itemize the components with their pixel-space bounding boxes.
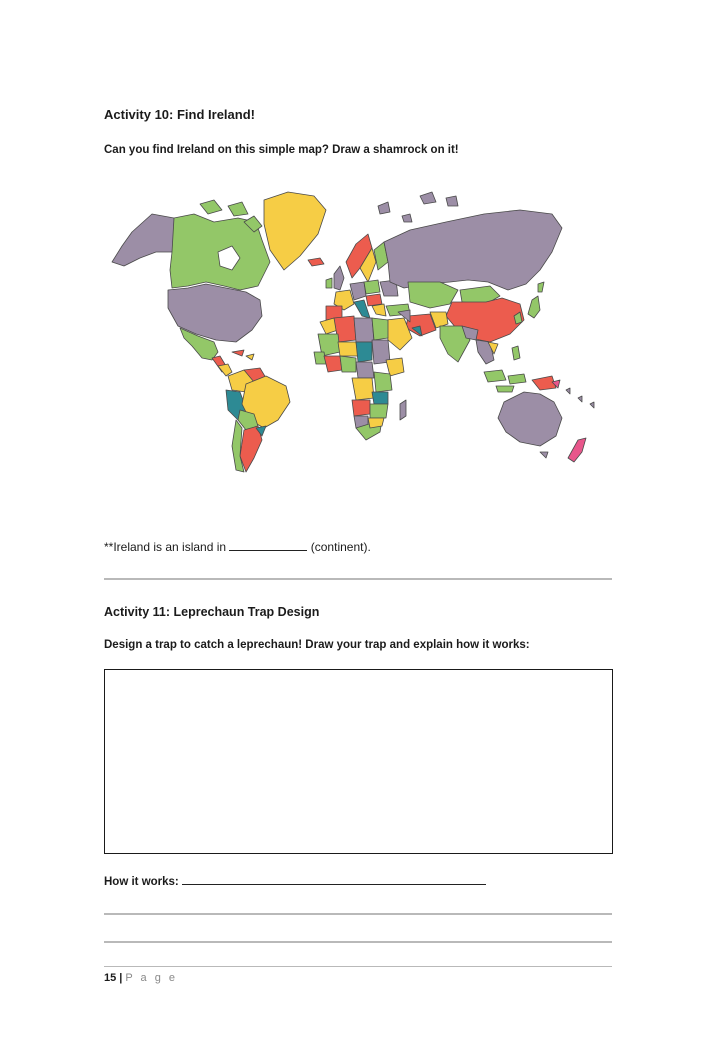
- map-region-argentina: [240, 426, 262, 472]
- map-region-nigeria: [340, 356, 356, 372]
- map-region-kenya: [374, 372, 392, 392]
- map-region-ireland: [326, 278, 332, 288]
- map-region-indonesia: [484, 370, 506, 382]
- map-region-libya: [354, 318, 374, 342]
- activity-11-instruction: Design a trap to catch a leprechaun! Draw your trap and explain how it works:: [104, 639, 530, 651]
- question-prefix: **Ireland is an island in: [104, 540, 227, 554]
- page-number: 15: [104, 972, 117, 984]
- map-region-alaska: [112, 214, 178, 266]
- trap-drawing-box[interactable]: [104, 669, 613, 854]
- how-it-works-line: [104, 874, 486, 888]
- how-it-works-blank[interactable]: [182, 874, 486, 885]
- continent-answer-blank[interactable]: [229, 540, 307, 551]
- writing-line-2[interactable]: [104, 941, 612, 943]
- ireland-continent-question: [104, 540, 371, 554]
- activity-10-instruction: Can you find Ireland on this simple map? Draw a shamrock on it!: [104, 144, 459, 156]
- map-region-philippines: [512, 346, 520, 360]
- map-region-papua: [532, 376, 556, 390]
- map-region-madagascar: [400, 400, 406, 420]
- map-region-niger: [338, 342, 358, 356]
- map-region-iceland: [308, 258, 324, 266]
- map-region-ethiopia: [386, 358, 404, 376]
- map-region-kazakhstan: [408, 282, 458, 308]
- map-region-congo: [352, 378, 374, 400]
- activity-11-title: Activity 11: Leprechaun Trap Design: [104, 605, 320, 619]
- writing-line-1[interactable]: [104, 913, 612, 915]
- question-suffix: (continent).: [310, 540, 371, 554]
- map-region-chad: [356, 342, 372, 362]
- page-word: P a g e: [125, 972, 178, 984]
- page-footer: [104, 972, 178, 984]
- footer-separator: |: [119, 972, 123, 984]
- map-region-poland: [364, 280, 380, 294]
- map-region-angola: [352, 400, 370, 416]
- map-region-japan: [528, 296, 540, 318]
- map-region-australia: [498, 392, 562, 446]
- map-region-uk: [334, 266, 344, 290]
- world-map[interactable]: [104, 186, 604, 476]
- map-region-new-zealand: [568, 438, 586, 462]
- footer-divider: [104, 966, 612, 967]
- how-it-works-label: How it works:: [104, 876, 179, 888]
- map-region-egypt: [372, 318, 388, 340]
- section-divider: [104, 578, 612, 580]
- activity-10-title: Activity 10: Find Ireland!: [104, 107, 255, 122]
